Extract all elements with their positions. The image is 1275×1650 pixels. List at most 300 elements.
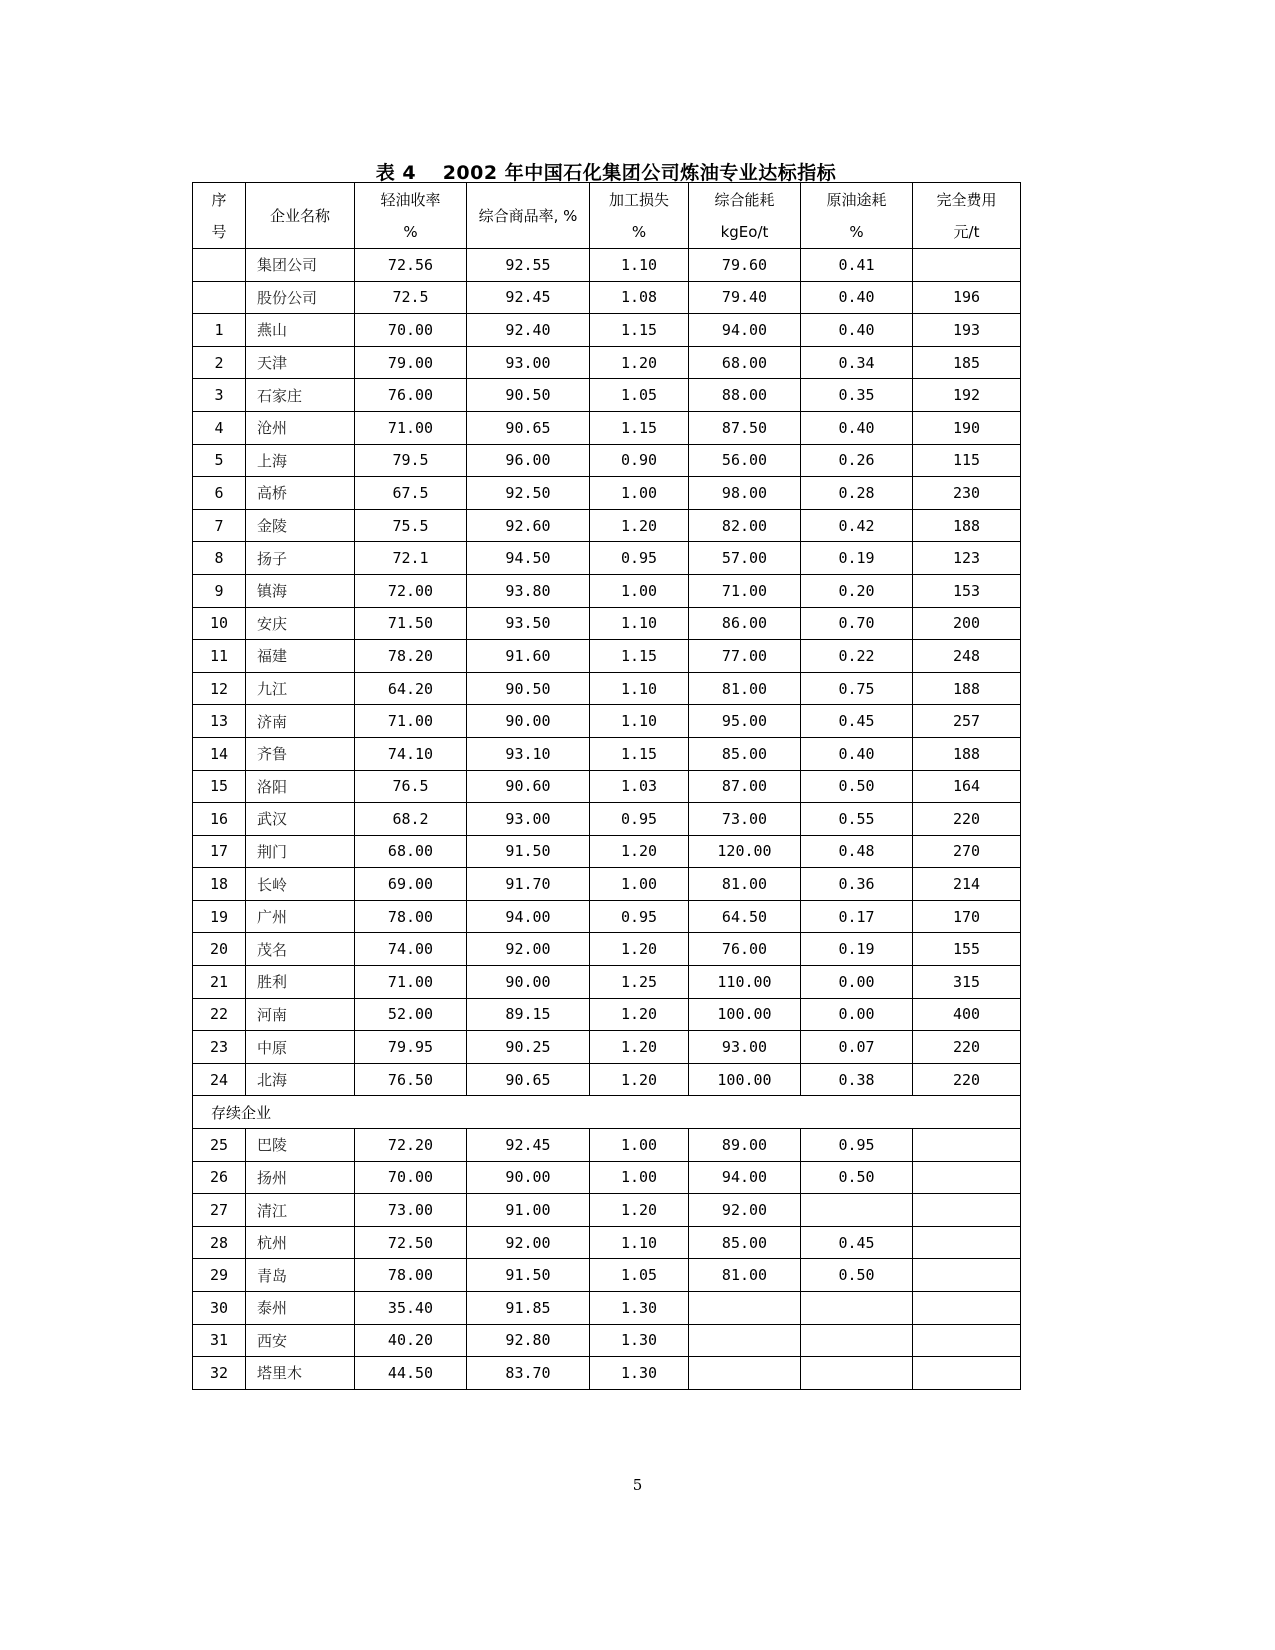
table-row xyxy=(193,1161,1021,1194)
company-name: 巴陵 xyxy=(246,1129,355,1162)
value-cell: 67.5 xyxy=(355,477,467,510)
value-cell: 74.00 xyxy=(355,933,467,966)
row-number: 18 xyxy=(193,868,246,901)
value-cell: 196 xyxy=(913,281,1021,314)
value-cell xyxy=(801,1292,913,1325)
column-header-line: 企业名称 xyxy=(269,206,330,225)
company-name: 高桥 xyxy=(246,477,355,510)
value-cell: 79.00 xyxy=(355,346,467,379)
value-cell: 35.40 xyxy=(355,1292,467,1325)
value-cell: 1.10 xyxy=(590,672,689,705)
value-cell: 1.20 xyxy=(590,998,689,1031)
table-row xyxy=(193,509,1021,542)
value-cell: 92.45 xyxy=(467,1129,590,1162)
value-cell: 1.25 xyxy=(590,966,689,999)
value-cell: 72.50 xyxy=(355,1226,467,1259)
value-cell: 93.50 xyxy=(467,607,590,640)
company-name: 中原 xyxy=(246,1031,355,1064)
value-cell: 0.40 xyxy=(801,737,913,770)
value-cell: 0.75 xyxy=(801,672,913,705)
value-cell: 68.2 xyxy=(355,803,467,836)
column-header-line: 轻油收率 xyxy=(380,190,441,209)
table-row xyxy=(193,477,1021,510)
company-name: 洛阳 xyxy=(246,770,355,803)
value-cell: 88.00 xyxy=(689,379,801,412)
value-cell: 94.00 xyxy=(467,900,590,933)
value-cell: 1.20 xyxy=(590,509,689,542)
row-number: 14 xyxy=(193,737,246,770)
value-cell: 93.00 xyxy=(467,803,590,836)
value-cell: 68.00 xyxy=(689,346,801,379)
value-cell: 56.00 xyxy=(689,444,801,477)
value-cell: 92.50 xyxy=(467,477,590,510)
column-header xyxy=(467,183,590,249)
value-cell: 70.00 xyxy=(355,1161,467,1194)
value-cell: 1.08 xyxy=(590,281,689,314)
row-number: 16 xyxy=(193,803,246,836)
row-number: 6 xyxy=(193,477,246,510)
value-cell: 120.00 xyxy=(689,835,801,868)
company-name: 北海 xyxy=(246,1063,355,1096)
row-number: 25 xyxy=(193,1129,246,1162)
value-cell: 90.65 xyxy=(467,411,590,444)
value-cell: 1.15 xyxy=(590,737,689,770)
table-row xyxy=(193,542,1021,575)
row-number: 2 xyxy=(193,346,246,379)
value-cell: 0.95 xyxy=(590,542,689,575)
row-number xyxy=(193,281,246,314)
row-number: 26 xyxy=(193,1161,246,1194)
table-row xyxy=(193,607,1021,640)
value-cell: 94.00 xyxy=(689,1161,801,1194)
company-name: 青岛 xyxy=(246,1259,355,1292)
value-cell: 52.00 xyxy=(355,998,467,1031)
value-cell xyxy=(913,249,1021,282)
value-cell: 0.07 xyxy=(801,1031,913,1064)
table-row xyxy=(193,1194,1021,1227)
value-cell: 0.48 xyxy=(801,835,913,868)
value-cell: 188 xyxy=(913,737,1021,770)
value-cell: 93.00 xyxy=(689,1031,801,1064)
value-cell: 220 xyxy=(913,1031,1021,1064)
value-cell: 92.00 xyxy=(467,1226,590,1259)
value-cell: 115 xyxy=(913,444,1021,477)
value-cell: 100.00 xyxy=(689,1063,801,1096)
value-cell: 0.26 xyxy=(801,444,913,477)
table-row xyxy=(193,574,1021,607)
value-cell: 0.95 xyxy=(801,1129,913,1162)
table-header xyxy=(193,183,1021,249)
value-cell: 90.00 xyxy=(467,1161,590,1194)
value-cell: 0.95 xyxy=(590,900,689,933)
value-cell: 74.10 xyxy=(355,737,467,770)
value-cell: 64.50 xyxy=(689,900,801,933)
value-cell: 82.00 xyxy=(689,509,801,542)
value-cell: 91.60 xyxy=(467,640,590,673)
value-cell: 248 xyxy=(913,640,1021,673)
value-cell: 220 xyxy=(913,1063,1021,1096)
value-cell: 94.50 xyxy=(467,542,590,575)
value-cell: 155 xyxy=(913,933,1021,966)
row-number: 3 xyxy=(193,379,246,412)
column-header xyxy=(801,183,913,249)
value-cell: 1.10 xyxy=(590,705,689,738)
value-cell: 0.90 xyxy=(590,444,689,477)
value-cell: 0.36 xyxy=(801,868,913,901)
value-cell xyxy=(913,1324,1021,1357)
value-cell: 214 xyxy=(913,868,1021,901)
value-cell: 91.50 xyxy=(467,1259,590,1292)
company-name: 杭州 xyxy=(246,1226,355,1259)
value-cell: 75.5 xyxy=(355,509,467,542)
table-row xyxy=(193,803,1021,836)
value-cell: 90.65 xyxy=(467,1063,590,1096)
value-cell: 0.38 xyxy=(801,1063,913,1096)
company-name: 安庆 xyxy=(246,607,355,640)
value-cell: 92.00 xyxy=(689,1194,801,1227)
value-cell: 73.00 xyxy=(355,1194,467,1227)
value-cell: 89.00 xyxy=(689,1129,801,1162)
table-row xyxy=(193,1292,1021,1325)
value-cell: 1.20 xyxy=(590,835,689,868)
value-cell: 94.00 xyxy=(689,314,801,347)
value-cell: 81.00 xyxy=(689,672,801,705)
value-cell: 123 xyxy=(913,542,1021,575)
value-cell: 76.5 xyxy=(355,770,467,803)
table-row xyxy=(193,281,1021,314)
value-cell: 40.20 xyxy=(355,1324,467,1357)
company-name: 福建 xyxy=(246,640,355,673)
value-cell: 71.00 xyxy=(355,411,467,444)
company-name: 上海 xyxy=(246,444,355,477)
row-number: 15 xyxy=(193,770,246,803)
value-cell: 0.00 xyxy=(801,998,913,1031)
value-cell: 79.60 xyxy=(689,249,801,282)
table-row xyxy=(193,1259,1021,1292)
value-cell: 0.19 xyxy=(801,542,913,575)
row-number: 11 xyxy=(193,640,246,673)
company-name: 股份公司 xyxy=(246,281,355,314)
value-cell: 89.15 xyxy=(467,998,590,1031)
value-cell: 0.35 xyxy=(801,379,913,412)
value-cell: 1.20 xyxy=(590,1031,689,1064)
table-row xyxy=(193,1357,1021,1390)
value-cell: 1.20 xyxy=(590,346,689,379)
value-cell: 100.00 xyxy=(689,998,801,1031)
value-cell: 73.00 xyxy=(689,803,801,836)
value-cell: 0.50 xyxy=(801,1259,913,1292)
value-cell: 0.22 xyxy=(801,640,913,673)
value-cell: 98.00 xyxy=(689,477,801,510)
table-row xyxy=(193,1324,1021,1357)
row-number: 19 xyxy=(193,900,246,933)
value-cell: 69.00 xyxy=(355,868,467,901)
value-cell: 0.00 xyxy=(801,966,913,999)
company-name: 济南 xyxy=(246,705,355,738)
value-cell: 78.20 xyxy=(355,640,467,673)
company-name: 石家庄 xyxy=(246,379,355,412)
row-number: 7 xyxy=(193,509,246,542)
value-cell: 76.00 xyxy=(689,933,801,966)
value-cell: 188 xyxy=(913,672,1021,705)
row-number: 8 xyxy=(193,542,246,575)
value-cell xyxy=(801,1194,913,1227)
value-cell: 81.00 xyxy=(689,1259,801,1292)
column-header-line: 完全费用 xyxy=(936,190,997,209)
table-row xyxy=(193,998,1021,1031)
column-header-line: 综合商品率, % xyxy=(478,206,578,225)
table-row xyxy=(193,411,1021,444)
table-title: 表 4 2002 年中国石化集团公司炼油专业达标指标 xyxy=(375,162,837,184)
value-cell: 44.50 xyxy=(355,1357,467,1390)
value-cell: 96.00 xyxy=(467,444,590,477)
value-cell: 0.19 xyxy=(801,933,913,966)
company-name: 胜利 xyxy=(246,966,355,999)
value-cell: 1.20 xyxy=(590,1063,689,1096)
value-cell: 90.50 xyxy=(467,379,590,412)
table-row xyxy=(193,868,1021,901)
value-cell: 72.00 xyxy=(355,574,467,607)
column-header xyxy=(355,183,467,249)
value-cell: 185 xyxy=(913,346,1021,379)
value-cell: 1.05 xyxy=(590,1259,689,1292)
row-number: 10 xyxy=(193,607,246,640)
value-cell: 220 xyxy=(913,803,1021,836)
value-cell: 0.55 xyxy=(801,803,913,836)
company-name: 金陵 xyxy=(246,509,355,542)
column-header-line: % xyxy=(849,222,864,241)
column-header-line: 序 xyxy=(211,190,227,209)
value-cell: 87.00 xyxy=(689,770,801,803)
value-cell: 190 xyxy=(913,411,1021,444)
table-row xyxy=(193,737,1021,770)
value-cell: 90.50 xyxy=(467,672,590,705)
table-row xyxy=(193,640,1021,673)
value-cell: 1.10 xyxy=(590,607,689,640)
table-row xyxy=(193,672,1021,705)
value-cell: 193 xyxy=(913,314,1021,347)
company-name: 清江 xyxy=(246,1194,355,1227)
company-name: 九江 xyxy=(246,672,355,705)
column-header-line: % xyxy=(403,222,418,241)
value-cell: 1.10 xyxy=(590,249,689,282)
table-row xyxy=(193,770,1021,803)
column-header-line: 原油途耗 xyxy=(826,190,887,209)
value-cell: 81.00 xyxy=(689,868,801,901)
value-cell: 192 xyxy=(913,379,1021,412)
value-cell: 0.40 xyxy=(801,411,913,444)
table-row xyxy=(193,933,1021,966)
row-number: 30 xyxy=(193,1292,246,1325)
table-row xyxy=(193,900,1021,933)
company-name: 荆门 xyxy=(246,835,355,868)
value-cell: 78.00 xyxy=(355,1259,467,1292)
column-header xyxy=(193,183,246,249)
value-cell: 0.42 xyxy=(801,509,913,542)
value-cell: 95.00 xyxy=(689,705,801,738)
value-cell: 0.40 xyxy=(801,314,913,347)
company-name: 齐鲁 xyxy=(246,737,355,770)
value-cell: 85.00 xyxy=(689,737,801,770)
value-cell: 92.55 xyxy=(467,249,590,282)
table-body xyxy=(193,249,1021,1390)
value-cell: 77.00 xyxy=(689,640,801,673)
column-header xyxy=(913,183,1021,249)
value-cell: 0.50 xyxy=(801,770,913,803)
table-row xyxy=(193,346,1021,379)
value-cell: 1.30 xyxy=(590,1324,689,1357)
value-cell: 92.40 xyxy=(467,314,590,347)
value-cell: 164 xyxy=(913,770,1021,803)
row-number: 24 xyxy=(193,1063,246,1096)
value-cell: 76.00 xyxy=(355,379,467,412)
row-number: 27 xyxy=(193,1194,246,1227)
table-row xyxy=(193,1031,1021,1064)
column-header-line: % xyxy=(631,222,647,241)
value-cell: 0.28 xyxy=(801,477,913,510)
value-cell: 1.15 xyxy=(590,640,689,673)
table-row xyxy=(193,1129,1021,1162)
value-cell: 72.1 xyxy=(355,542,467,575)
value-cell xyxy=(913,1357,1021,1390)
value-cell: 93.00 xyxy=(467,346,590,379)
column-header xyxy=(689,183,801,249)
value-cell xyxy=(913,1292,1021,1325)
column-header-line: 加工损失 xyxy=(608,190,669,209)
value-cell: 0.20 xyxy=(801,574,913,607)
value-cell xyxy=(913,1259,1021,1292)
company-name: 燕山 xyxy=(246,314,355,347)
table-row xyxy=(193,314,1021,347)
value-cell: 270 xyxy=(913,835,1021,868)
value-cell: 76.50 xyxy=(355,1063,467,1096)
section-row xyxy=(193,1096,1021,1129)
value-cell: 86.00 xyxy=(689,607,801,640)
value-cell: 70.00 xyxy=(355,314,467,347)
company-name: 塔里木 xyxy=(246,1357,355,1390)
value-cell: 1.05 xyxy=(590,379,689,412)
value-cell: 83.70 xyxy=(467,1357,590,1390)
company-name: 扬子 xyxy=(246,542,355,575)
column-header-line: kgEo/t xyxy=(720,222,769,241)
value-cell: 71.00 xyxy=(689,574,801,607)
row-number: 17 xyxy=(193,835,246,868)
row-number: 31 xyxy=(193,1324,246,1357)
row-number: 20 xyxy=(193,933,246,966)
value-cell: 230 xyxy=(913,477,1021,510)
value-cell: 1.15 xyxy=(590,411,689,444)
value-cell: 93.10 xyxy=(467,737,590,770)
company-name: 扬州 xyxy=(246,1161,355,1194)
value-cell: 64.20 xyxy=(355,672,467,705)
value-cell: 71.00 xyxy=(355,705,467,738)
column-header-line: 元/t xyxy=(953,222,980,241)
company-name: 沧州 xyxy=(246,411,355,444)
value-cell: 1.03 xyxy=(590,770,689,803)
value-cell: 1.20 xyxy=(590,933,689,966)
page-number: 5 xyxy=(632,1476,643,1494)
row-number: 23 xyxy=(193,1031,246,1064)
value-cell: 90.00 xyxy=(467,705,590,738)
company-name: 武汉 xyxy=(246,803,355,836)
row-number: 9 xyxy=(193,574,246,607)
value-cell: 72.20 xyxy=(355,1129,467,1162)
value-cell: 1.00 xyxy=(590,1129,689,1162)
company-name: 茂名 xyxy=(246,933,355,966)
row-number: 29 xyxy=(193,1259,246,1292)
refining-indicators-table xyxy=(192,182,1021,1390)
value-cell: 1.00 xyxy=(590,868,689,901)
header-row xyxy=(193,183,1021,249)
row-number: 22 xyxy=(193,998,246,1031)
value-cell: 0.95 xyxy=(590,803,689,836)
value-cell: 90.60 xyxy=(467,770,590,803)
value-cell: 90.25 xyxy=(467,1031,590,1064)
value-cell: 92.00 xyxy=(467,933,590,966)
value-cell xyxy=(689,1292,801,1325)
value-cell: 257 xyxy=(913,705,1021,738)
value-cell: 0.34 xyxy=(801,346,913,379)
value-cell: 68.00 xyxy=(355,835,467,868)
value-cell: 110.00 xyxy=(689,966,801,999)
value-cell xyxy=(801,1324,913,1357)
value-cell: 78.00 xyxy=(355,900,467,933)
value-cell xyxy=(913,1194,1021,1227)
row-number: 21 xyxy=(193,966,246,999)
value-cell: 315 xyxy=(913,966,1021,999)
value-cell: 85.00 xyxy=(689,1226,801,1259)
value-cell xyxy=(689,1324,801,1357)
company-name: 镇海 xyxy=(246,574,355,607)
value-cell: 92.45 xyxy=(467,281,590,314)
value-cell xyxy=(689,1357,801,1390)
company-name: 集团公司 xyxy=(246,249,355,282)
value-cell xyxy=(801,1357,913,1390)
table-row xyxy=(193,444,1021,477)
row-number: 4 xyxy=(193,411,246,444)
value-cell xyxy=(913,1129,1021,1162)
column-header-line: 号 xyxy=(211,222,227,241)
row-number: 1 xyxy=(193,314,246,347)
value-cell: 0.45 xyxy=(801,705,913,738)
table-row xyxy=(193,835,1021,868)
value-cell: 71.50 xyxy=(355,607,467,640)
value-cell: 1.30 xyxy=(590,1292,689,1325)
value-cell: 72.56 xyxy=(355,249,467,282)
value-cell: 79.95 xyxy=(355,1031,467,1064)
value-cell: 170 xyxy=(913,900,1021,933)
table-row xyxy=(193,966,1021,999)
table-row xyxy=(193,705,1021,738)
value-cell: 87.50 xyxy=(689,411,801,444)
company-name: 长岭 xyxy=(246,868,355,901)
table-row xyxy=(193,1063,1021,1096)
row-number: 5 xyxy=(193,444,246,477)
value-cell: 0.40 xyxy=(801,281,913,314)
value-cell: 200 xyxy=(913,607,1021,640)
table-row xyxy=(193,1226,1021,1259)
value-cell: 1.00 xyxy=(590,574,689,607)
value-cell: 400 xyxy=(913,998,1021,1031)
value-cell: 1.15 xyxy=(590,314,689,347)
value-cell: 92.60 xyxy=(467,509,590,542)
company-name: 河南 xyxy=(246,998,355,1031)
value-cell: 92.80 xyxy=(467,1324,590,1357)
value-cell: 91.00 xyxy=(467,1194,590,1227)
row-number: 28 xyxy=(193,1226,246,1259)
value-cell: 1.00 xyxy=(590,1161,689,1194)
column-header-line: 综合能耗 xyxy=(714,190,775,209)
